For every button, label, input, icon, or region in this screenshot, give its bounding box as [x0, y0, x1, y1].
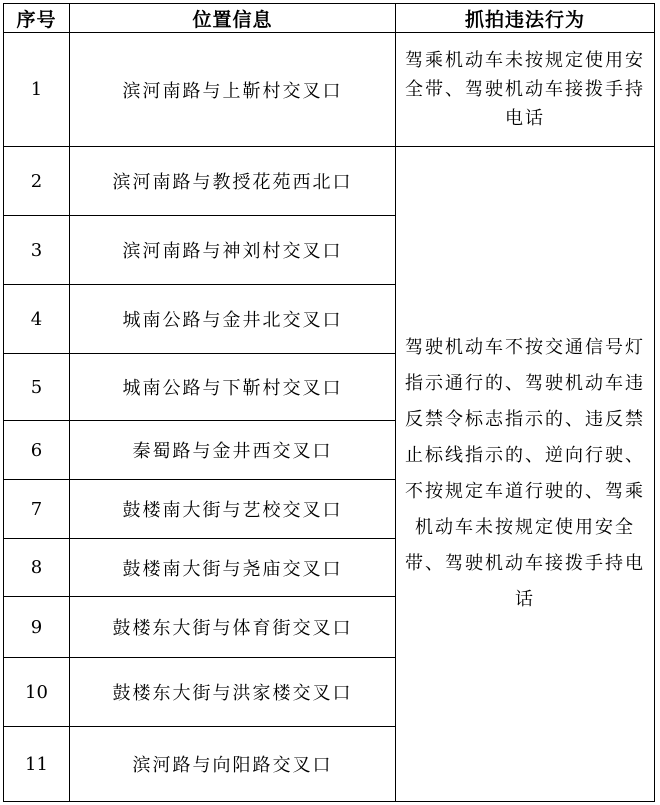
- header-violation: 抓拍违法行为: [396, 4, 655, 33]
- violation-cell: [396, 33, 655, 147]
- violation-camera-table: [3, 3, 655, 802]
- header-location: 位置信息: [70, 4, 396, 33]
- row-index: 4: [4, 285, 70, 354]
- table-row: [4, 33, 655, 147]
- row-index: 2: [4, 147, 70, 216]
- row-location: 秦蜀路与金井西交叉口: [70, 421, 396, 480]
- row-location: 鼓楼东大街与体育街交叉口: [70, 597, 396, 658]
- row-location: 滨河南路与神刘村交叉口: [70, 216, 396, 285]
- row-index: 11: [4, 727, 70, 802]
- row-location: 滨河路与向阳路交叉口: [70, 727, 396, 802]
- table-row: [4, 147, 655, 216]
- row-index: 3: [4, 216, 70, 285]
- row-location: 鼓楼南大街与艺校交叉口: [70, 480, 396, 539]
- violation-text: 驾乘机动车未按规定使用安全带、驾驶机动车接拨手持电话: [405, 50, 645, 129]
- row-index: 9: [4, 597, 70, 658]
- row-location: 鼓楼东大街与洪家楼交叉口: [70, 658, 396, 727]
- row-location: 城南公路与金井北交叉口: [70, 285, 396, 354]
- row-location: 滨河南路与教授花苑西北口: [70, 147, 396, 216]
- violation-cell: [396, 147, 655, 802]
- row-location: 鼓楼南大街与尧庙交叉口: [70, 539, 396, 597]
- row-index: 8: [4, 539, 70, 597]
- row-location: 城南公路与下靳村交叉口: [70, 354, 396, 421]
- header-index: 序号: [4, 4, 70, 33]
- row-index: 7: [4, 480, 70, 539]
- row-index: 5: [4, 354, 70, 421]
- row-index: 6: [4, 421, 70, 480]
- row-index: 1: [4, 33, 70, 147]
- row-index: 10: [4, 658, 70, 727]
- table-header-row: [4, 4, 655, 33]
- row-location: 滨河南路与上靳村交叉口: [70, 33, 396, 147]
- violation-text: 驾驶机动车不按交通信号灯指示通行的、驾驶机动车违反禁令标志指示的、违反禁止标线指示的、逆向行驶、不按规定车道行驶的、驾乘机动车未按规定使用安全带、驾驶机动车接拨手持电话: [405, 337, 645, 610]
